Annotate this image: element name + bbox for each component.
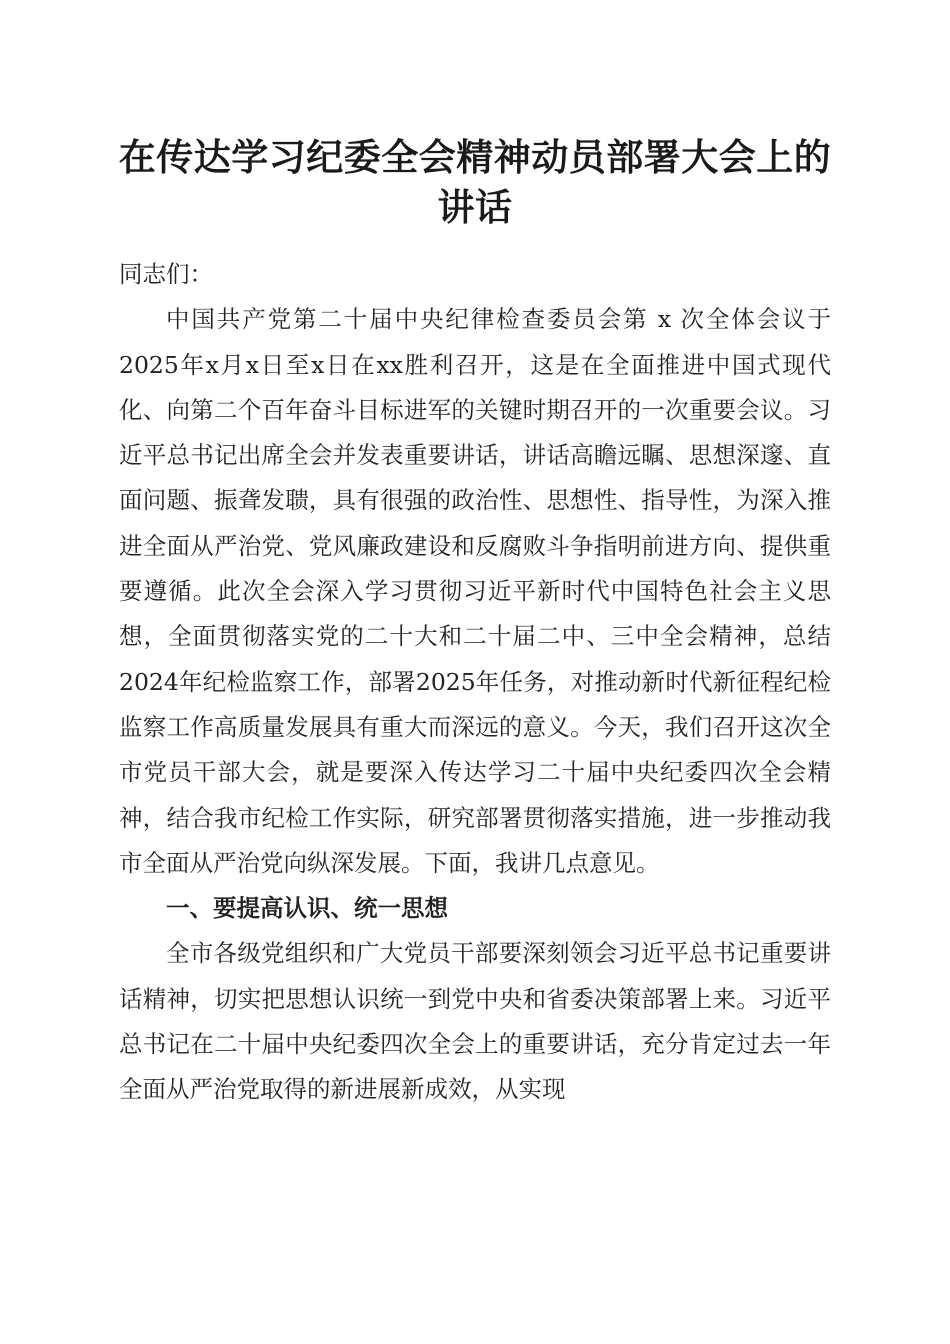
salutation: 同志们： [119,260,213,288]
section-heading: 一、要提高认识、统一思想 [166,894,448,923]
section-paragraph: 全市各级党组织和广大党员干部要深刻领会习近平总书记重要讲话精神，切实把思想认识统一到党中央和省委决策部署上来。习近平总书记在二十届中央纪委四次全会上的重要讲话，充分肯定过去一年全面从严治党取得的新进展新成效，从实现 [119,939,831,1104]
document-body [119,252,831,1113]
intro-paragraph: 中国共产党第二十届中央纪律检查委员会第 x 次全体会议于2025年x月x日至x日在xx胜利召开，这是在全面推进中国式现代化、向第二个百年奋斗目标进军的关键时期召开的一次重要会议。习近平总书记出席全会并发表重要讲话，讲话高瞻远瞩、思想深邃、直面问题、振聋发聩，具有很强的政治性、思想性、指导性，为深入推进全面从严治党、党风廉政建设和反腐败斗争指明前进方向、提供重要遵循。此次全会深入学习贯彻习近平新时代中国特色社会主义思想，全面贯彻落实党的二十大和二十届二中、三中全会精神，总结2024年纪检监察工作，部署2025年任务，对推动新时代新征程纪检监察工作高质量发展具有重大而深远的意义。今天，我们召开这次全市党员干部大会，就是要深入传达学习二十届中央纪委四次全会精神，结合我市纪检工作实际，研究部署贯彻落实措施，进一步推动我市全面从严治党向纵深发展。下面，我讲几点意见。 [119,305,831,877]
document-title: 在传达学习纪委全会精神动员部署大会上的讲话 [118,135,832,229]
